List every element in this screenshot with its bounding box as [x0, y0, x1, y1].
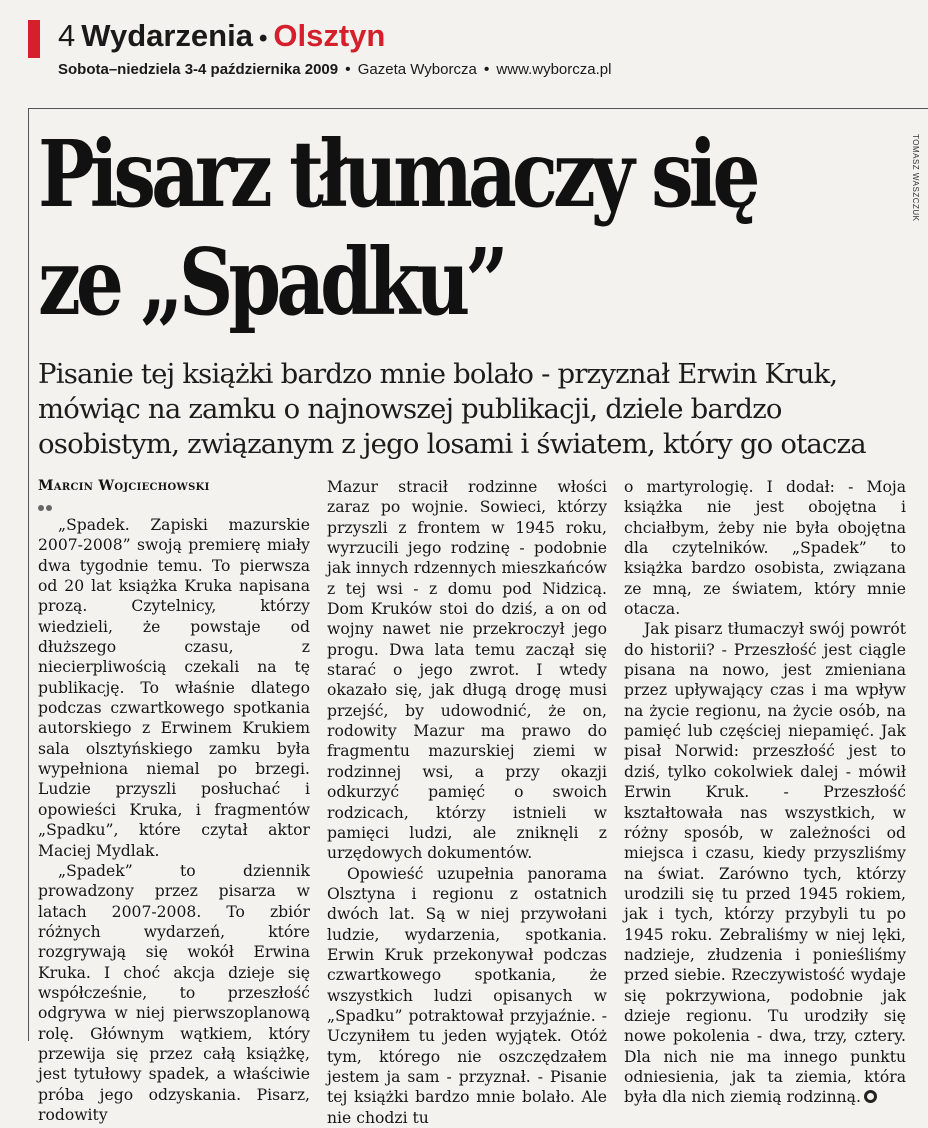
paragraph: o martyrologię. I dodał: - Moja książka nie jest obojętna i chciałbym, żeby nie była obojętna dla czytelników. „Spadek” to książka bardzo osobista, związana ze mną, ze światem, który mnie otacza.: [624, 478, 906, 619]
author-byline: Marcin Wojciechowski: [38, 478, 210, 494]
issue-date: Sobota–niedziela 3-4 października 2009: [58, 61, 339, 78]
end-of-article-icon: [864, 1090, 877, 1103]
article-column-3: [624, 477, 906, 1108]
publication-name: Gazeta Wyborcza: [357, 61, 477, 78]
article-headline: [38, 120, 756, 336]
dateline: [58, 60, 611, 80]
article-column-2: [327, 477, 607, 1128]
headline-line: ze „Spadku”: [38, 228, 504, 336]
website-link[interactable]: www.wyborcza.pl: [496, 61, 612, 78]
section-name: Wydarzenia: [81, 18, 253, 53]
article-lead: Pisanie tej książki bardzo mnie bolało - przyznał Erwin Kruk, mówiąc na zamku o najnowszej publikacji, dziele bardzo osobistym, związanym z jego losami i światem, który go otacza: [38, 358, 866, 460]
separator-dot: •: [345, 61, 351, 78]
photo-credit: TOMASZ WASZCZUK: [911, 134, 920, 222]
paragraph: „Spadek” to dziennik prowadzony przez pisarza w latach 2007-2008. To zbiór różnych wydarzeń, które rozgrywają się wokół Erwina Kruka. I choć akcja dzieje się współcześnie, to przeszłość odgrywa w niej pierwszoplanową rolę. Głównym wątkiem, który przewija się przez całą książkę, jest tytułowy spadek, a właściwie próba jego odzyskania. Pisarz, rodowity: [38, 861, 310, 1124]
paragraph-last: Jak pisarz tłumaczył swój powrót do historii? - Przeszłość jest ciągle pisana na nowo, jest zmieniana przez upływający czas i ma wpływ na życie regionu, na życie osób, na pamięć lub częściej niepamięć. Jak pisał Norwid: przeszłość jest to dziś, tylko cokolwiek dalej - mówił Erwin Kruk. - Przeszłość kształtowała nas wszystkich, w różny sposób, w zależności od miejsca i czasu, kiedy przyszliśmy na świat. Zarówno tych, którzy urodzili się tu przed 1945 rokiem, jak i tych, którzy przybyli tu po 1945 roku. Zebraliśmy w niej lęki, nadzieje, złudzenia i ponieśliśmy przed siebie. Rzeczywistość wydaje się pokrzywiona, podobnie jak dzieje regionu. Tu urodziły się nowe pokolenia - dwa, trzy, cztery. Dla nich nie ma innego punktu odniesienia, jak ta ziemia, która była dla nich ziemią rodzinną.: [624, 620, 906, 1107]
paragraph: „Spadek. Zapiski mazurskie 2007-2008” swoją premierę miały dwa tygodnie temu. To pierwsza od 20 lat książka Kruka napisana prozą. Czytelnicy, którzy wiedzieli, że powstaje od dłuższego czasu, z niecierpliwością czekali na tę publikację. To właśnie dlatego podczas czwartkowego spotkania autorskiego z Erwinem Krukiem sala olsztyńskiego zamku była wypełniona niemal po brzegi. Ludzie przyszli posłuchać i opowieści Kruka, i fragmentów „Spadku”, które czytał aktor Maciej Mydlak.: [38, 516, 310, 860]
headline-line: Pisarz tłumaczy się: [38, 120, 756, 228]
section-color-bar: [28, 20, 40, 58]
paragraph: Opowieść uzupełnia panorama Olsztyna i regionu z ostatnich dwóch lat. Są w niej przywołani ludzie, wydarzenia, spotkania. Erwin Kruk przekonywał podczas czwartkowego spotkania, że wszystkich ludzi opisanych w „Spadku” potraktował przyjaźnie. - Uczyniłem tu jeden wyjątek. Otóż tym, którego nie oszczędzałem jestem ja sam - przyznał. - Pisanie tej książki bardzo mnie bolało. Ale nie chodzi tu: [327, 864, 607, 1127]
separator-dot: •: [483, 61, 490, 78]
article-frame-top: [28, 108, 928, 109]
byline-dots: [38, 497, 310, 513]
section-city: Olsztyn: [273, 18, 386, 53]
article-frame-left: [28, 108, 29, 1041]
section-header: [58, 16, 385, 56]
article-column-1: [38, 477, 310, 1125]
paragraph: Mazur stracił rodzinne włości zaraz po wojnie. Sowieci, którzy przyszli z frontem w 1945 roku, wyrzucili jego rodzinę - podobnie jak innych rdzennych mieszkańców z tej wsi - z domu pod Nidzicą. Dom Kruków stoi do dziś, a on od wojny nawet nie przekroczył jego progu. Dwa lata temu zaczął się starać o jego zwrot. I wtedy okazało się, jak długą drogę musi przejść, by udowodnić, że on, rodowity Mazur ma prawo do fragmentu mazurskiej ziemi w rodzinnej wsi, a przy okazji odkurzyć pamięć o swoich rodzicach, którzy istnieli w pamięci ludzi, ale zniknęli z urzędowych dokumentów.: [327, 478, 607, 863]
separator-dot: •: [258, 25, 268, 52]
page-number: 4: [58, 18, 76, 53]
